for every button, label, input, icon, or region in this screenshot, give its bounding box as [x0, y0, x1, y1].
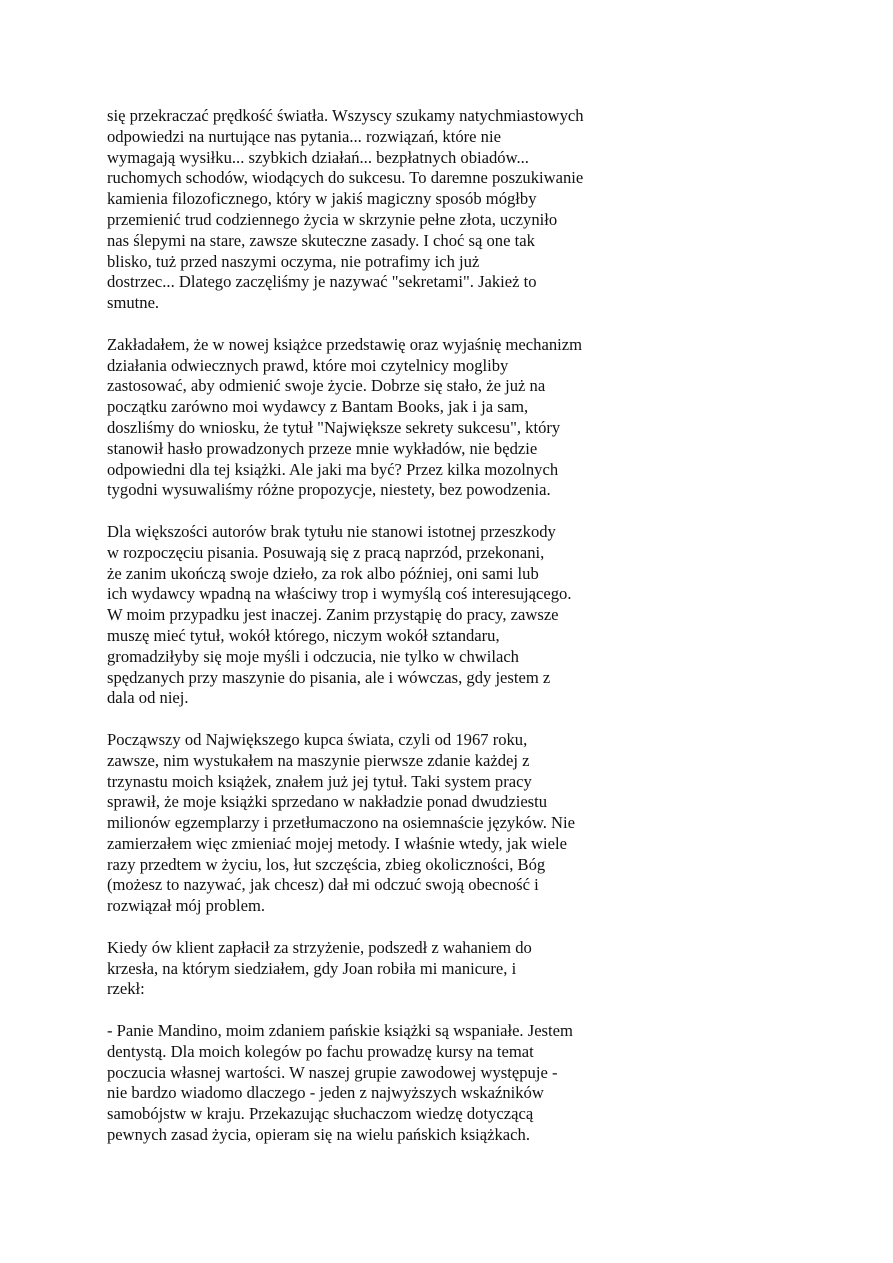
text-line: samobójstw w kraju. Przekazując słuchaczom wiedzę dotyczącą	[107, 1104, 534, 1124]
text-line: dostrzec... Dlatego zaczęliśmy je nazywać "sekretami". Jakież to	[107, 272, 537, 292]
text-line: doszliśmy do wniosku, że tytuł "Największe sekrety sukcesu", który	[107, 417, 561, 437]
text-line: działania odwiecznych prawd, które moi czytelnicy mogliby	[107, 355, 509, 375]
text-line: rozwiązał mój problem.	[107, 896, 266, 916]
paragraph-4	[107, 730, 647, 917]
text-line: smutne.	[107, 293, 160, 313]
text-line: rzekł:	[107, 979, 145, 999]
text-line: sprawił, że moje książki sprzedano w nakładzie ponad dwudziestu	[107, 792, 548, 812]
text-line: zamierzałem więc zmieniać mojej metody. I właśnie wtedy, jak wiele	[107, 833, 567, 853]
paragraph-2	[107, 335, 647, 501]
paragraph-5	[107, 938, 647, 1000]
text-line: przemienić trud codziennego życia w skrzynie pełne złota, uczyniło	[107, 209, 558, 229]
document-body	[107, 106, 647, 1167]
text-line: poczucia własnej wartości. W naszej grupie zawodowej występuje -	[107, 1062, 558, 1082]
text-line: krzesła, na którym siedziałem, gdy Joan robiła mi manicure, i	[107, 958, 517, 978]
text-line: muszę mieć tytuł, wokół którego, niczym wokół sztandaru,	[107, 625, 500, 645]
text-line: W moim przypadku jest inaczej. Zanim przystąpię do pracy, zawsze	[107, 605, 559, 625]
text-line: blisko, tuż przed naszymi oczyma, nie potrafimy ich już	[107, 251, 480, 271]
text-line: dentystą. Dla moich kolegów po fachu prowadzę kursy na temat	[107, 1041, 534, 1061]
text-line: tygodni wysuwaliśmy różne propozycje, niestety, bez powodzenia.	[107, 480, 551, 500]
text-line: ich wydawcy wpadną na właściwy trop i wymyślą coś interesującego.	[107, 584, 572, 604]
paragraph-6	[107, 1021, 647, 1146]
text-line: trzynastu moich książek, znałem już jej tytuł. Taki system pracy	[107, 771, 532, 791]
text-line: kamienia filozoficznego, który w jakiś magiczny sposób mógłby	[107, 189, 537, 209]
text-line: pewnych zasad życia, opieram się na wielu pańskich książkach.	[107, 1125, 530, 1145]
text-line: spędzanych przy maszynie do pisania, ale i wówczas, gdy jestem z	[107, 667, 551, 687]
text-line: Zakładałem, że w nowej książce przedstawię oraz wyjaśnię mechanizm	[107, 334, 583, 354]
text-line: - Panie Mandino, moim zdaniem pańskie książki są wspaniałe. Jestem	[107, 1021, 573, 1041]
text-line: wymagają wysiłku... szybkich działań... bezpłatnych obiadów...	[107, 147, 529, 167]
text-line: nie bardzo wiadomo dlaczego - jeden z najwyższych wskaźników	[107, 1083, 544, 1103]
text-line: nas ślepymi na stare, zawsze skuteczne zasady. I choć są one tak	[107, 230, 535, 250]
text-line: gromadziłyby się moje myśli i odczucia, nie tylko w chwilach	[107, 646, 519, 666]
text-line: odpowiedni dla tej książki. Ale jaki ma być? Przez kilka mozolnych	[107, 459, 559, 479]
text-line: że zanim ukończą swoje dzieło, za rok albo później, oni sami lub	[107, 563, 539, 583]
text-line: stanowił hasło prowadzonych przeze mnie wykładów, nie będzie	[107, 438, 538, 458]
text-line: razy przedtem w życiu, los, łut szczęścia, zbieg okoliczności, Bóg	[107, 854, 546, 874]
text-line: zawsze, nim wystukałem na maszynie pierwsze zdanie każdej z	[107, 750, 530, 770]
text-line: zastosować, aby odmienić swoje życie. Dobrze się stało, że już na	[107, 376, 546, 396]
text-line: w rozpoczęciu pisania. Posuwają się z pracą naprzód, przekonani,	[107, 542, 545, 562]
text-line: Dla większości autorów brak tytułu nie stanowi istotnej przeszkody	[107, 521, 556, 541]
text-line: Kiedy ów klient zapłacił za strzyżenie, podszedł z wahaniem do	[107, 937, 532, 957]
text-line: początku zarówno moi wydawcy z Bantam Books, jak i ja sam,	[107, 397, 529, 417]
text-line: ruchomych schodów, wiodących do sukcesu. To daremne poszukiwanie	[107, 168, 584, 188]
text-line: Począwszy od Największego kupca świata, czyli od 1967 roku,	[107, 729, 528, 749]
text-line: (możesz to nazywać, jak chcesz) dał mi odczuć swoją obecność i	[107, 875, 539, 895]
paragraph-3	[107, 522, 647, 709]
text-line: się przekraczać prędkość światła. Wszyscy szukamy natychmiastowych	[107, 106, 584, 125]
text-line: dala od niej.	[107, 688, 189, 708]
text-line: odpowiedzi na nurtujące nas pytania... rozwiązań, które nie	[107, 126, 501, 146]
text-line: milionów egzemplarzy i przetłumaczono na osiemnaście języków. Nie	[107, 813, 575, 833]
paragraph-1	[107, 106, 647, 314]
